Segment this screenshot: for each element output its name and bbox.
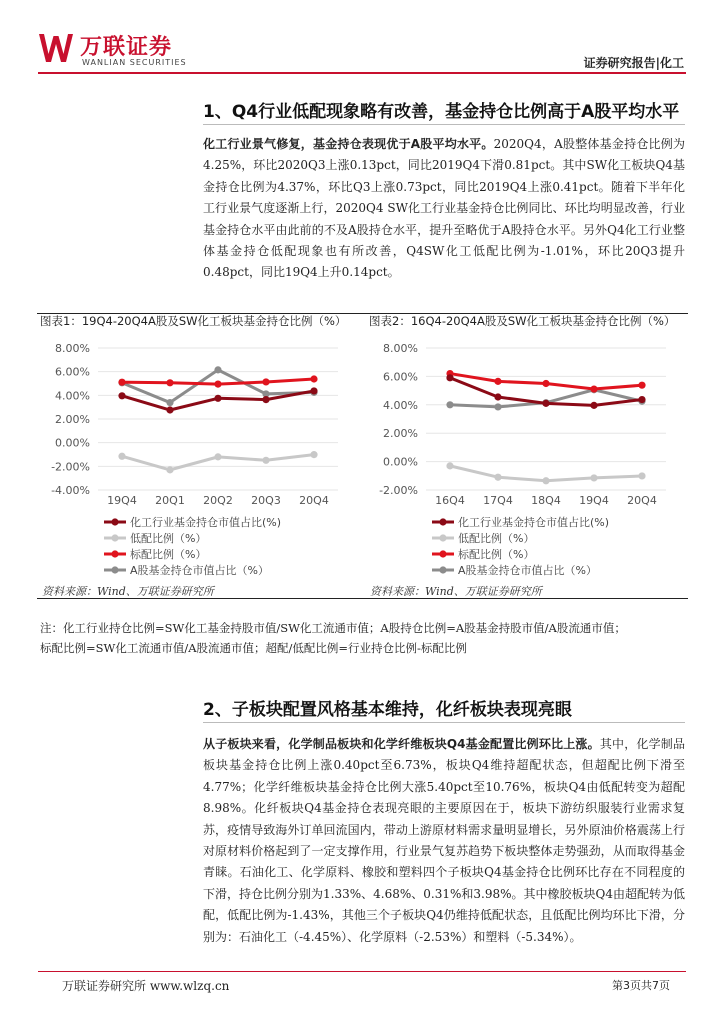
data-point (494, 393, 501, 400)
section2-rule (203, 722, 685, 723)
legend-label: 化工行业基金持仓市值占比(%) (458, 516, 610, 529)
data-point (118, 453, 125, 460)
x-tick-label: 18Q4 (531, 494, 561, 507)
x-tick-label: 17Q4 (483, 494, 513, 507)
x-tick-label: 20Q4 (627, 494, 657, 507)
legend-label: 标配比例（%） (458, 548, 535, 561)
legend-label: A股基金持仓市值占比（%） (458, 564, 597, 577)
page-number: 第3页共7页 (612, 979, 670, 992)
report-category: 证券研究报告|化工 (583, 56, 684, 70)
section2-title: 2、子板块配置风格基本维持，化纤板块表现亮眼 (203, 700, 572, 720)
figure1-line-chart (38, 332, 356, 580)
data-point (446, 462, 453, 469)
logo-chinese-name: 万联证券 (80, 35, 173, 60)
logo-english-name: WANLIAN SECURITIES (82, 58, 187, 67)
data-point (310, 387, 317, 394)
y-tick-label: 2.00% (55, 413, 90, 426)
data-point (118, 379, 125, 386)
section2-lead: 从子板块来看，化学制品板块和化学纤维板块Q4基金配置比例环比上涨。 (203, 737, 600, 751)
y-tick-label: 6.00% (55, 365, 90, 379)
definition-note-line2: 标配比例=SW化工流通市值/A股流通市值；超配/低配比例=行业持仓比例-标配比例 (40, 641, 467, 655)
legend-label: A股基金持仓市值占比（%） (130, 564, 269, 577)
legend-label: 标配比例（%） (130, 548, 207, 561)
data-point (214, 380, 221, 387)
x-tick-label: 16Q4 (435, 494, 465, 507)
x-tick-label: 20Q2 (203, 494, 233, 507)
legend-marker (439, 550, 446, 557)
figure2-line-chart (366, 332, 684, 580)
legend-marker (111, 550, 118, 557)
y-tick-label: -2.00% (379, 484, 418, 497)
y-tick-label: -4.00% (51, 484, 90, 497)
data-point (166, 379, 173, 386)
data-point (638, 382, 645, 389)
data-point (542, 477, 549, 484)
footer-website: 万联证券研究所 www.wlzq.cn (62, 979, 230, 993)
data-point (638, 472, 645, 479)
x-tick-label: 20Q4 (299, 494, 329, 507)
data-point (262, 457, 269, 464)
x-tick-label: 20Q1 (155, 494, 185, 507)
legend-marker (111, 534, 118, 541)
wanlian-logo-icon (38, 30, 74, 66)
section2-body: 其中，化学制品板块基金持仓比例上涨0.40pct至6.73%，板块Q4维持超配状态，但超配比例下滑至4.77%；化学纤维板块基金持仓比例大涨5.40pct至10.76%，板块Q4由低配转变为超配8.98%。化纤板块Q4基金持仓表现亮眼的主要原因在于，板块下游纺织服装行业需求复苏，疫情导致海外订单回流国内，带动上游原材料需求量明显增长，另外原油价格震荡上行对原材料价格起到了一定支撑作用，行业景气复苏趋势下板块整体走势强劲，从而取得基金青睐。石油化工、化学原料、橡胶和塑料四个子板块Q4基金持仓比例环比存在不同程度的下滑，持仓比例分别为1.33%、4.68%、0.31%和3.98%。其中橡胶板块Q4由超配转为低配，低配比例为-1.43%，其他三个子板块Q4仍维持低配状态，且低配比例均环比下滑，分别为：石油化工（-4.45%）、化学原料（-2.53%）和塑料（-5.34%）。 (203, 737, 685, 944)
legend-label: 低配比例（%） (458, 532, 535, 545)
data-point (638, 396, 645, 403)
data-point (590, 385, 597, 392)
footer-divider (38, 971, 686, 972)
data-point (590, 402, 597, 409)
x-tick-label: 19Q4 (107, 494, 137, 507)
legend-marker (111, 566, 118, 573)
section1-paragraph (203, 134, 685, 284)
legend-marker (439, 534, 446, 541)
y-tick-label: 8.00% (55, 342, 90, 355)
data-point (542, 380, 549, 387)
data-point (590, 474, 597, 481)
data-point (214, 453, 221, 460)
legend-label: 低配比例（%） (130, 532, 207, 545)
data-point (494, 474, 501, 481)
data-point (214, 395, 221, 402)
legend-marker (439, 518, 446, 525)
data-point (310, 375, 317, 382)
y-tick-label: 0.00% (383, 455, 418, 469)
section1-rule (203, 124, 685, 125)
y-tick-label: 6.00% (383, 370, 418, 384)
y-tick-label: -2.00% (51, 460, 90, 474)
data-point (310, 451, 317, 458)
x-tick-label: 20Q3 (251, 494, 281, 507)
section1-body: 2020Q4，A股整体基金持仓比例为4.25%，环比2020Q3上涨0.13pct，同比2019Q4下滑0.81pct。其中SW化工板块Q4基金持仓比例为4.37%，环比Q3上涨0.73pct，同比2019Q4上涨0.41pct。随着下半年化工行业景气度逐渐上行，2020Q4 SW化工行业基金持仓比例同比、环比均明显改善，行业基金持仓水平由此前的不及A股持仓水平，提升至略优于A股持仓水平。另外Q4化工行业整体基金持仓低配现象也有所改善，Q4SW化工低配比例为-1.01%，环比20Q3提升0.48pct，同比19Q4上升0.14pct。 (203, 137, 685, 280)
figure2-source: 资料来源：Wind、万联证券研究所 (370, 585, 542, 598)
data-point (166, 406, 173, 413)
section1-lead: 化工行业景气修复，基金持仓表现优于A股平均水平。 (203, 137, 494, 151)
legend-marker (439, 566, 446, 573)
y-tick-label: 8.00% (383, 342, 418, 355)
data-point (166, 466, 173, 473)
definition-note-line1: 注：化工行业持仓比例=SW化工基金持股市值/SW化工流通市值；A股持仓比例=A股基金持股市值/A股流通市值； (40, 621, 626, 635)
header-divider (38, 72, 686, 74)
legend-label: 化工行业基金持仓市值占比(%) (130, 516, 282, 529)
y-tick-label: 4.00% (55, 389, 90, 403)
data-point (262, 378, 269, 385)
data-point (118, 392, 125, 399)
y-tick-label: 0.00% (55, 436, 90, 450)
section1-title: 1、Q4行业低配现象略有改善，基金持仓比例高于A股平均水平 (203, 102, 680, 122)
x-tick-label: 19Q4 (579, 494, 609, 507)
data-point (494, 378, 501, 385)
data-point (494, 403, 501, 410)
data-point (542, 400, 549, 407)
legend-marker (111, 518, 118, 525)
y-tick-label: 2.00% (383, 427, 418, 441)
figure2-title: 图表2：16Q4-20Q4A股及SW化工板块基金持仓比例（%） (369, 314, 676, 328)
data-point (446, 401, 453, 408)
data-point (446, 374, 453, 381)
y-tick-label: 4.00% (383, 398, 418, 412)
data-point (166, 399, 173, 406)
figure1-title: 图表1：19Q4-20Q4A股及SW化工板块基金持仓比例（%） (40, 314, 347, 328)
section2-paragraph (203, 734, 685, 948)
data-point (262, 396, 269, 403)
data-point (214, 366, 221, 373)
figure1-source: 资料来源：Wind、万联证券研究所 (42, 585, 214, 598)
